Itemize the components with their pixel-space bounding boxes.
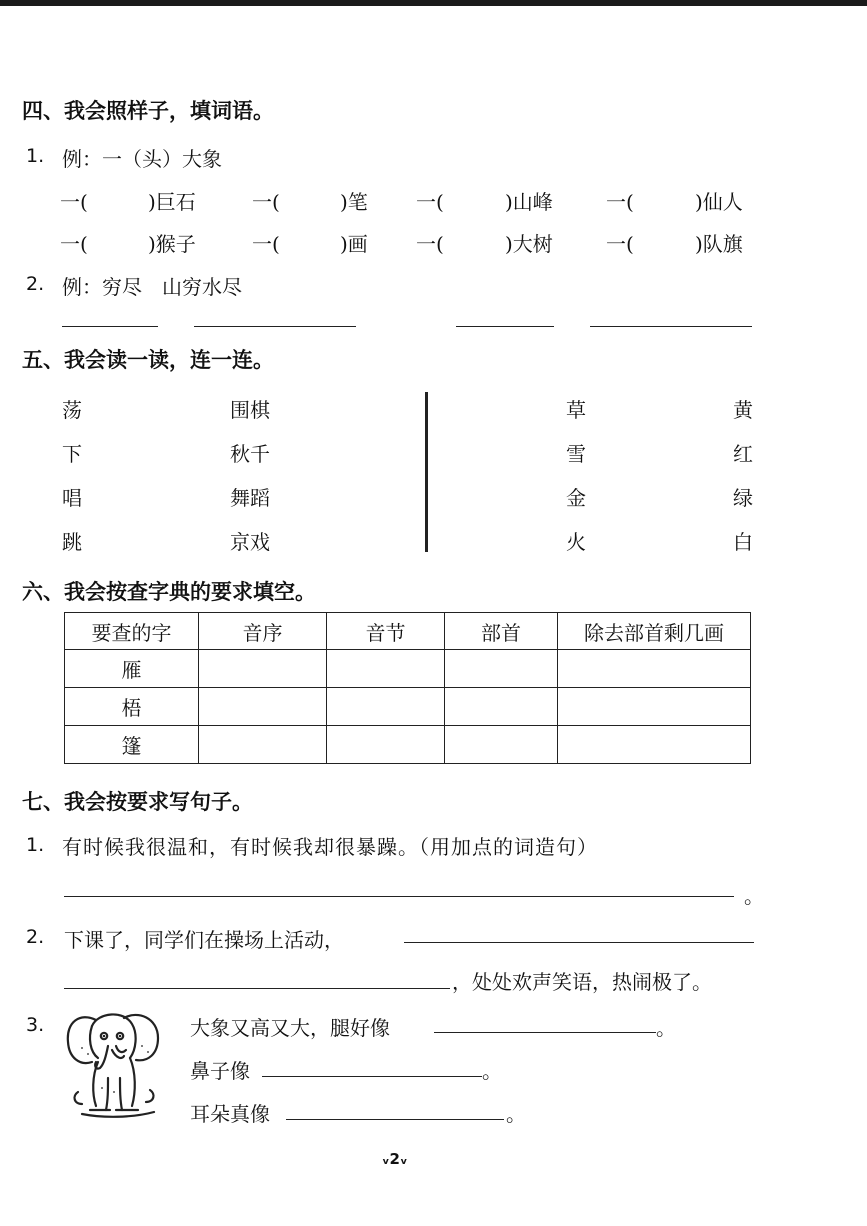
match-noun[interactable]: 金 <box>566 486 586 510</box>
section-4-title: 四、我会照样子，填词语。 <box>22 99 274 123</box>
answer-blank[interactable] <box>262 1076 482 1077</box>
answer-cell[interactable] <box>199 726 327 764</box>
match-color[interactable]: 黄 <box>733 398 753 422</box>
q7-3-line1: 大象又高又大，腿好像 <box>190 1016 390 1040</box>
match-verb[interactable]: 下 <box>62 442 82 466</box>
answer-cell[interactable] <box>327 688 445 726</box>
top-border <box>0 0 867 6</box>
table-header-row <box>65 613 751 650</box>
sentence-end: 。 <box>482 1059 502 1083</box>
match-color[interactable]: 红 <box>733 442 753 466</box>
match-color[interactable]: 绿 <box>733 486 753 510</box>
answer-blank[interactable] <box>404 942 754 943</box>
answer-cell[interactable] <box>445 688 558 726</box>
dictionary-table <box>64 612 751 764</box>
fill-prefix: 一( <box>416 232 444 256</box>
elephant-illustration <box>62 1006 166 1122</box>
lookup-character: 篷 <box>65 726 199 764</box>
q4-2-number: 2. <box>26 273 45 295</box>
q4-1-number: 1. <box>26 145 45 167</box>
answer-blank[interactable] <box>194 326 356 327</box>
q4-1-example: 例：一（头）大象 <box>62 147 222 171</box>
q7-3-number: 3. <box>26 1014 45 1036</box>
fill-prefix: 一( <box>606 232 634 256</box>
lookup-character: 梧 <box>65 688 199 726</box>
fill-suffix: )笔 <box>340 190 368 214</box>
match-noun[interactable]: 火 <box>566 530 586 554</box>
sentence-end: 。 <box>656 1016 676 1040</box>
section-7-title: 七、我会按要求写句子。 <box>22 790 253 814</box>
answer-cell[interactable] <box>327 726 445 764</box>
sentence-end: 。 <box>744 884 764 908</box>
table-row <box>65 650 751 688</box>
match-divider <box>425 392 428 552</box>
fill-suffix: )大树 <box>505 232 553 256</box>
section-5-title: 五、我会读一读，连一连。 <box>22 348 274 372</box>
fill-prefix: 一( <box>60 232 88 256</box>
answer-blank[interactable] <box>434 1032 656 1033</box>
sentence-end: 。 <box>506 1102 526 1126</box>
q7-1-number: 1. <box>26 834 45 856</box>
answer-cell[interactable] <box>558 650 751 688</box>
page-number-ornament: ᵥ <box>382 1150 390 1168</box>
column-header: 音节 <box>327 613 445 650</box>
q7-3-line3: 耳朵真像 <box>190 1102 270 1126</box>
answer-cell[interactable] <box>558 688 751 726</box>
answer-blank[interactable] <box>62 326 158 327</box>
answer-cell[interactable] <box>199 650 327 688</box>
q7-2-number: 2. <box>26 926 45 948</box>
answer-blank[interactable] <box>590 326 752 327</box>
column-header: 除去部首剩几画 <box>558 613 751 650</box>
answer-cell[interactable] <box>558 726 751 764</box>
fill-prefix: 一( <box>416 190 444 214</box>
q7-1-prompt: 有时候我很温和，有时候我却很暴躁。（用加点的词造句） <box>62 835 598 859</box>
column-header: 要查的字 <box>65 613 199 650</box>
fill-suffix: )画 <box>340 232 368 256</box>
column-header: 部首 <box>445 613 558 650</box>
fill-prefix: 一( <box>606 190 634 214</box>
lookup-character: 雁 <box>65 650 199 688</box>
answer-blank[interactable] <box>64 896 734 897</box>
match-activity[interactable]: 秋千 <box>230 442 270 466</box>
q4-2-example: 例：穷尽 山穷水尽 <box>62 275 242 299</box>
answer-blank[interactable] <box>456 326 554 327</box>
fill-suffix: )猴子 <box>148 232 196 256</box>
answer-blank[interactable] <box>286 1119 504 1120</box>
answer-cell[interactable] <box>445 650 558 688</box>
fill-prefix: 一( <box>60 190 88 214</box>
match-noun[interactable]: 草 <box>566 398 586 422</box>
match-verb[interactable]: 唱 <box>62 486 82 510</box>
section-6-title: 六、我会按查字典的要求填空。 <box>22 580 316 604</box>
q7-2-line2: ，处处欢声笑语，热闹极了。 <box>452 970 712 994</box>
fill-prefix: 一( <box>252 232 280 256</box>
q7-2-line1: 下课了，同学们在操场上活动， <box>64 928 344 952</box>
fill-suffix: )队旗 <box>695 232 743 256</box>
answer-cell[interactable] <box>327 650 445 688</box>
column-header: 音序 <box>199 613 327 650</box>
match-activity[interactable]: 围棋 <box>230 398 270 422</box>
match-color[interactable]: 白 <box>733 530 753 554</box>
match-verb[interactable]: 荡 <box>62 398 82 422</box>
match-verb[interactable]: 跳 <box>62 530 82 554</box>
match-noun[interactable]: 雪 <box>566 442 586 466</box>
page-number-text: 2 <box>389 1150 400 1168</box>
table-row <box>65 726 751 764</box>
page-number <box>382 1150 407 1168</box>
fill-suffix: )山峰 <box>505 190 553 214</box>
answer-blank[interactable] <box>64 988 450 989</box>
answer-cell[interactable] <box>199 688 327 726</box>
page-number-ornament: ᵥ <box>399 1150 408 1168</box>
table-row <box>65 688 751 726</box>
answer-cell[interactable] <box>445 726 558 764</box>
fill-suffix: )巨石 <box>148 190 196 214</box>
match-activity[interactable]: 京戏 <box>230 530 270 554</box>
q7-3-line2: 鼻子像 <box>190 1059 250 1083</box>
match-activity[interactable]: 舞蹈 <box>230 486 270 510</box>
fill-suffix: )仙人 <box>695 190 743 214</box>
fill-prefix: 一( <box>252 190 280 214</box>
